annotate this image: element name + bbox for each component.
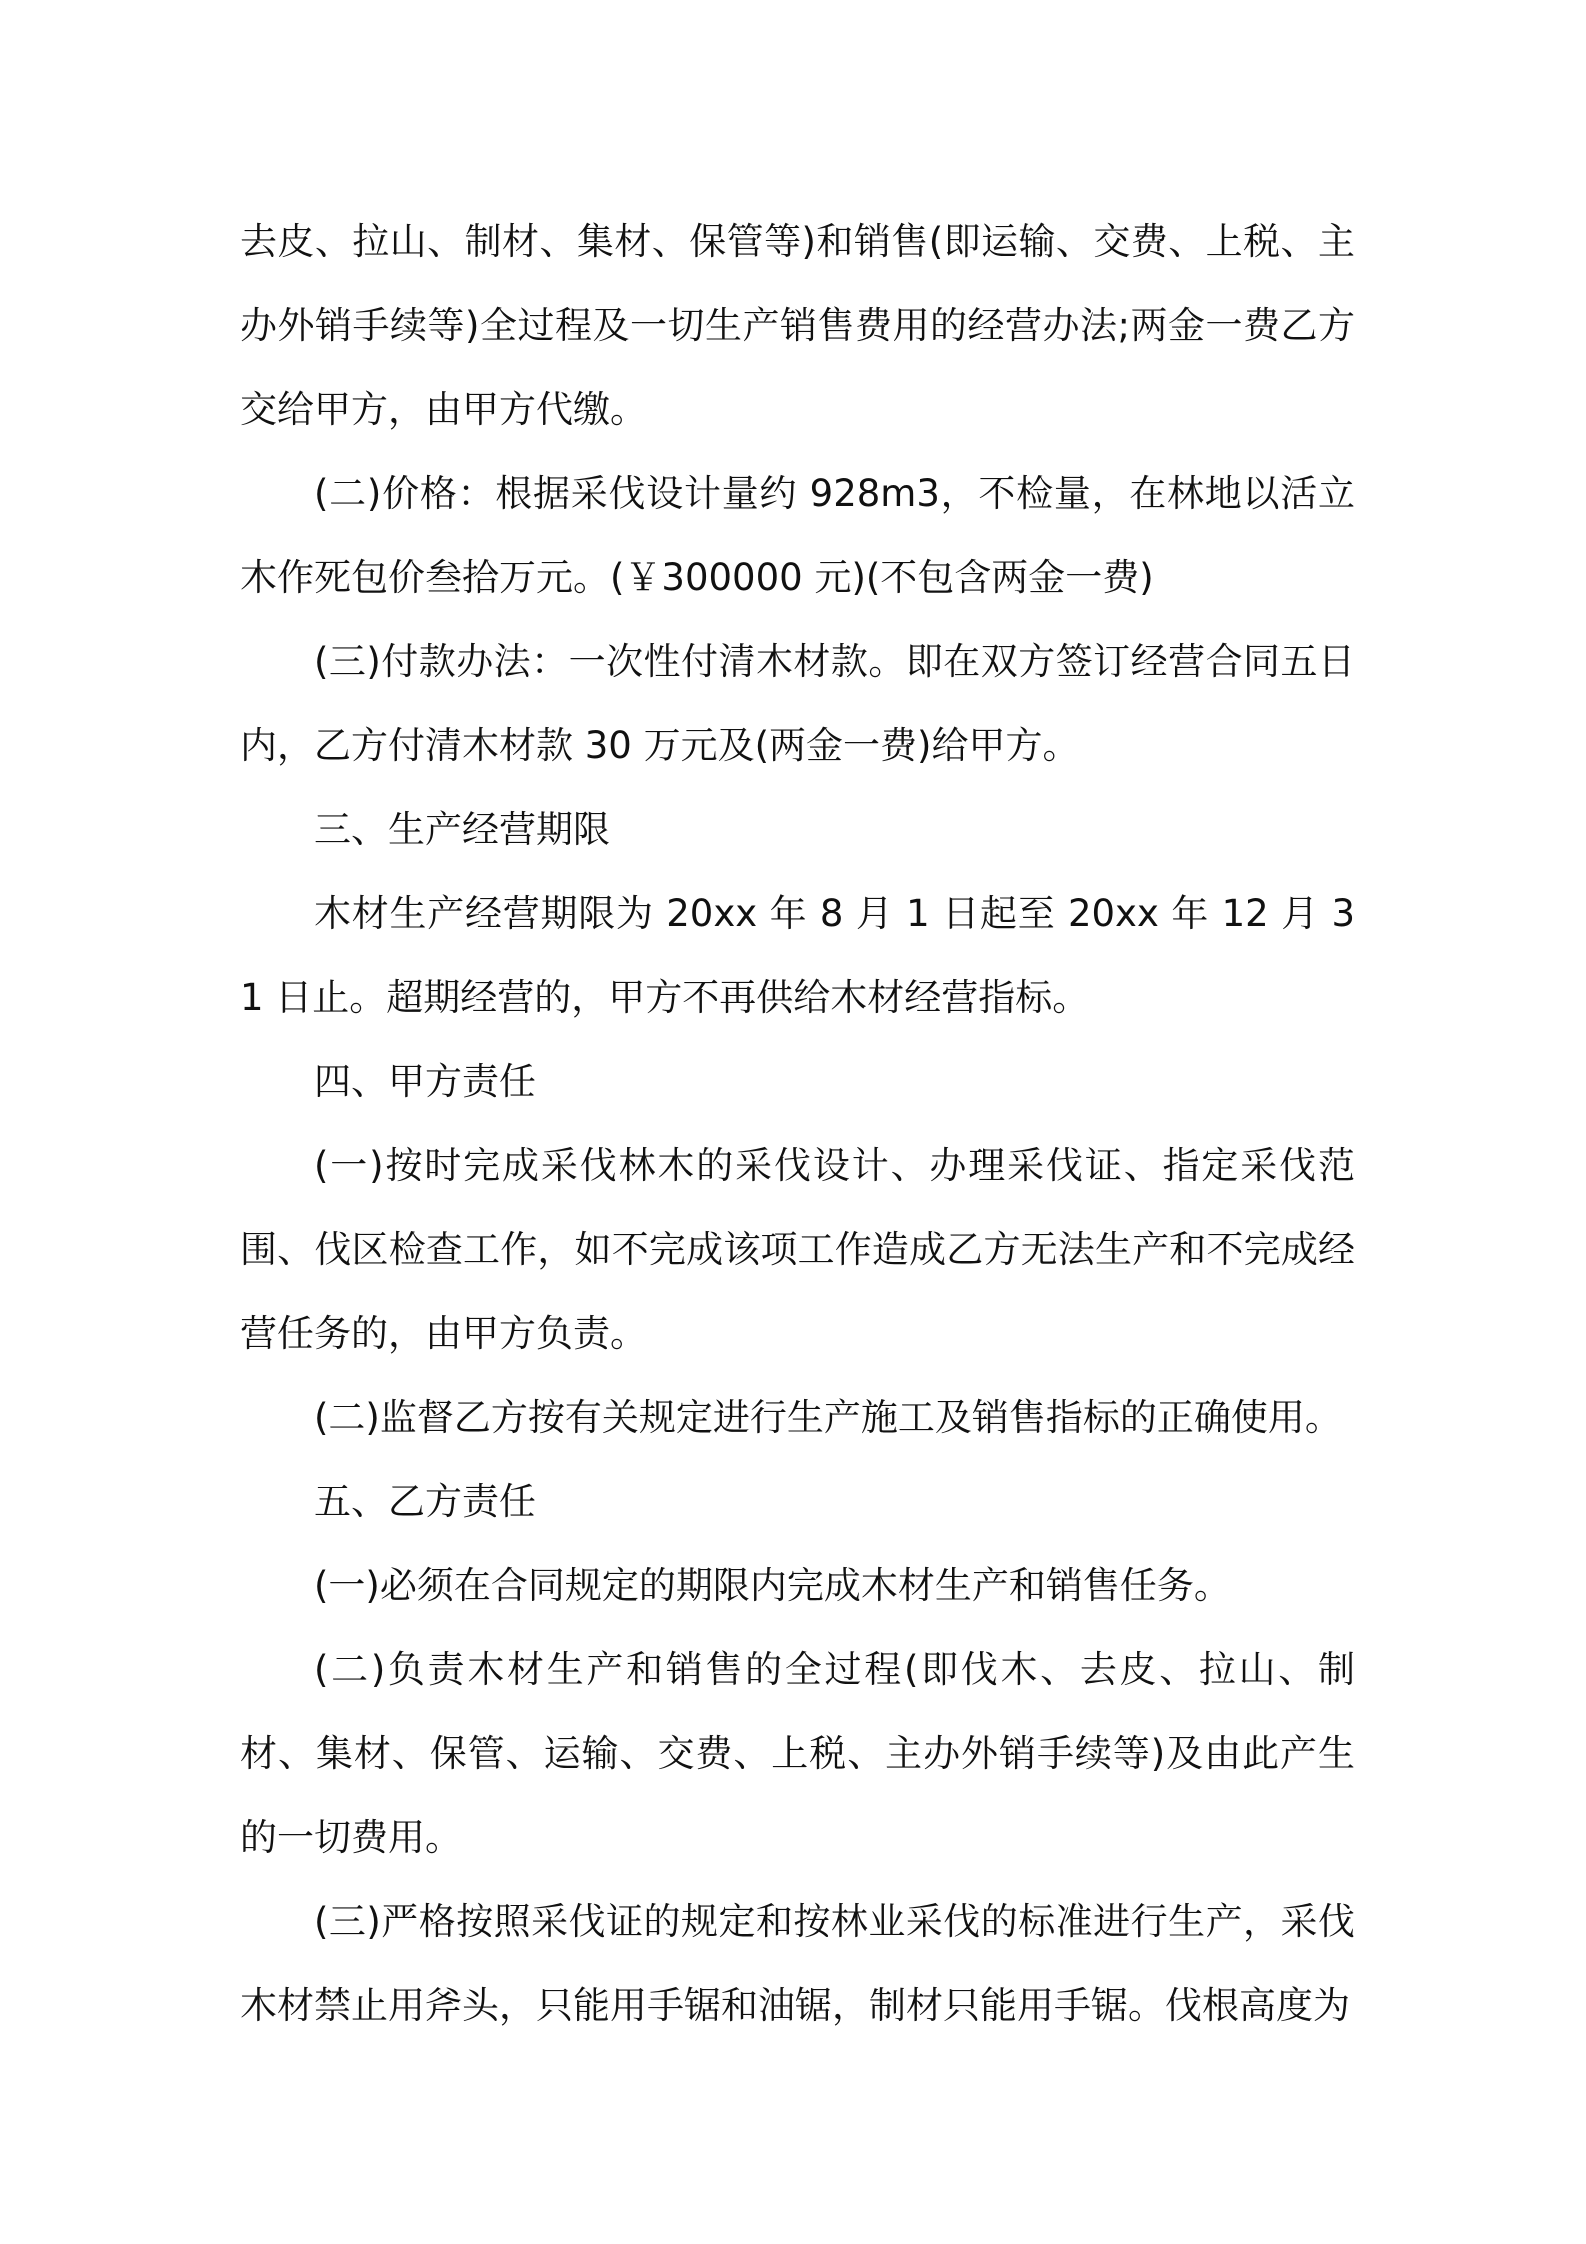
paragraph-price: (二)价格：根据采伐设计量约 928m3，不检量，在林地以活立木作死包价叁拾万元。(￥300000 元)(不包含两金一费) <box>240 472 1355 599</box>
paragraph-party-b-duty-3: (三)严格按照采伐证的规定和按林业采伐的标准进行生产，采伐木材禁止用斧头，只能用手锯和油锯，制材只能用手锯。伐根高度为 <box>240 1900 1355 2027</box>
paragraph-sales-method: 去皮、拉山、制材、集材、保管等)和销售(即运输、交费、上税、主办外销手续等)全过程及一切生产销售费用的经营办法;两金一费乙方交给甲方，由甲方代缴。 <box>240 220 1355 431</box>
paragraph-party-a-duty-1: (一)按时完成采伐林木的采伐设计、办理采伐证、指定采伐范围、伐区检查工作，如不完成该项工作造成乙方无法生产和不完成经营任务的，由甲方负责。 <box>240 1144 1355 1355</box>
paragraph-payment: (三)付款办法：一次性付清木材款。即在双方签订经营合同五日内，乙方付清木材款 30 万元及(两金一费)给甲方。 <box>240 640 1355 767</box>
heading-party-a-duties: 四、甲方责任 <box>314 1060 536 1103</box>
paragraph-operating-period: 木材生产经营期限为 20xx 年 8 月 1 日起至 20xx 年 12 月 31 日止。超期经营的，甲方不再供给木材经营指标。 <box>240 892 1355 1019</box>
heading-operating-period: 三、生产经营期限 <box>314 808 610 851</box>
paragraph-party-b-duty-1: (一)必须在合同规定的期限内完成木材生产和销售任务。 <box>314 1564 1231 1607</box>
paragraph-party-b-duty-2: (二)负责木材生产和销售的全过程(即伐木、去皮、拉山、制材、集材、保管、运输、交费、上税、主办外销手续等)及由此产生的一切费用。 <box>240 1648 1355 1859</box>
document-body <box>240 200 1355 2048</box>
heading-party-b-duties: 五、乙方责任 <box>314 1480 536 1523</box>
paragraph-party-a-duty-2: (二)监督乙方按有关规定进行生产施工及销售指标的正确使用。 <box>314 1396 1342 1439</box>
